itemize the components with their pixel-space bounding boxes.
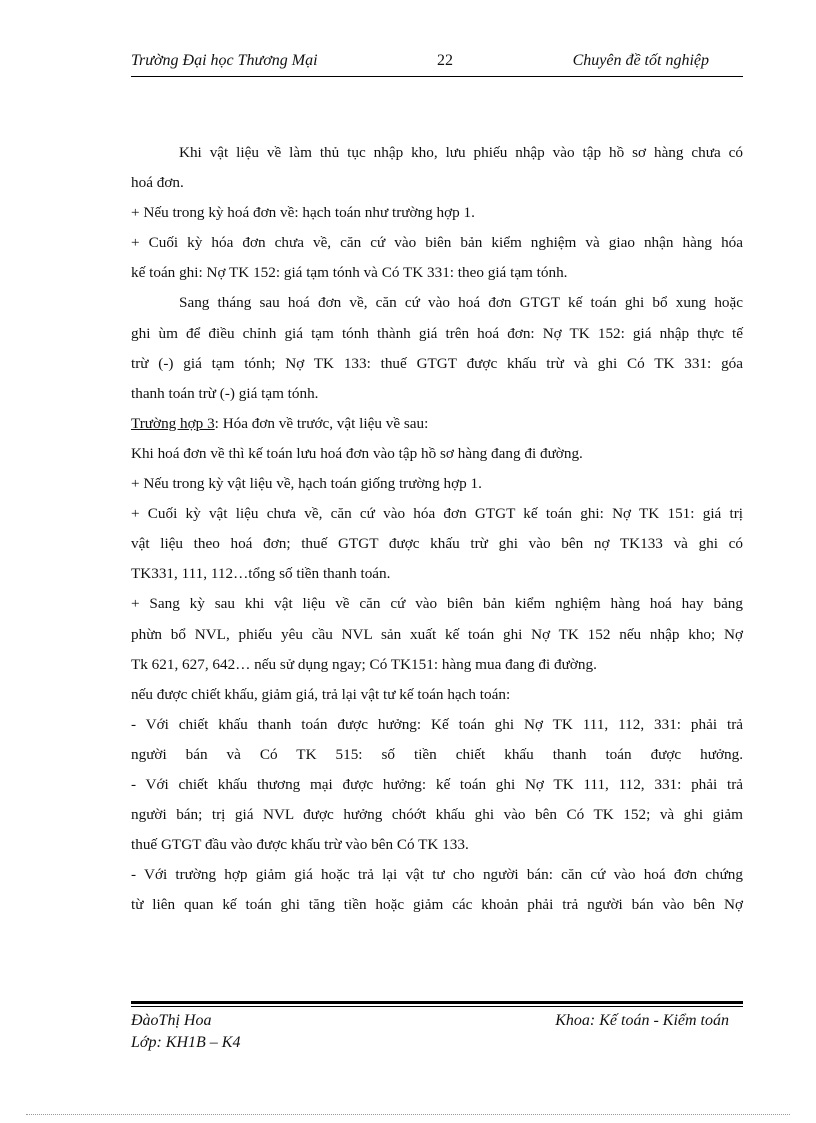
footer-rule-thin — [131, 1006, 743, 1007]
footer-author: ĐàoThị Hoa — [131, 1012, 212, 1029]
text-line: Khi hoá đơn về thì kế toán lưu hoá đơn vào tập hồ sơ hàng đang đi đường. — [131, 444, 583, 462]
text-line: + Nếu trong kỳ hoá đơn về: hạch toán như trường hợp 1. — [131, 204, 475, 222]
text-line: thanh toán trừ (-) giá tạm tónh. — [131, 384, 319, 402]
case-heading — [131, 409, 743, 439]
footer-rule-thick — [131, 1001, 743, 1004]
case-heading-text: : Hóa đơn về trước, vật liệu về sau: — [214, 414, 429, 432]
text-line: kế toán ghi: Nợ TK 152: giá tạm tónh và Có TK 331: theo giá tạm tónh. — [131, 264, 568, 282]
footer-faculty: Khoa: Kế toán - Kiểm toán — [555, 1012, 729, 1029]
page-edge — [26, 1114, 790, 1115]
text-line: phừn bổ NVL, phiếu yêu cầu NVL sản xuất kế toán ghi Nợ TK 152 nếu nhập kho; Nợ — [131, 625, 743, 643]
case-heading-label: Trường hợp 3 — [131, 414, 215, 432]
text-line: + Cuối kỳ vật liệu chưa về, căn cứ vào hóa đơn GTGT kế toán ghi: Nợ TK 151: giá trị — [131, 505, 743, 523]
text-line: Khi vật liệu về làm thủ tục nhập kho, lưu phiếu nhập vào tập hồ sơ hàng chưa có — [179, 144, 743, 161]
text-line: hoá đơn. — [131, 174, 184, 192]
text-line: + Sang kỳ sau khi vật liệu về căn cứ vào biên bản kiểm nghiệm hàng hoá hay bảng — [131, 595, 743, 613]
text-line: thuế GTGT đầu vào được khấu trừ vào bên Có TK 133. — [131, 836, 469, 854]
header-document-type: Chuyên đề tốt nghiệp — [572, 52, 709, 69]
text-line: TK331, 111, 112…tổng số tiền thanh toán. — [131, 565, 391, 583]
text-line: nếu được chiết khấu, giảm giá, trả lại vật tư kế toán hạch toán: — [131, 685, 511, 703]
header-page-number: 22 — [437, 52, 453, 69]
text-line: Tk 621, 627, 642… nếu sử dụng ngay; Có TK151: hàng mua đang đi đường. — [131, 655, 597, 673]
text-line: vật liệu theo hoá đơn; thuế GTGT được khấu trừ ghi vào bên nợ TK133 và ghi có — [131, 535, 743, 553]
footer-class: Lớp: KH1B – K4 — [131, 1034, 241, 1051]
text-line: Sang tháng sau hoá đơn về, căn cứ vào hoá đơn GTGT kế toán ghi bổ xung hoặc — [179, 294, 743, 312]
text-line: + Nếu trong kỳ vật liệu về, hạch toán giống trường hợp 1. — [131, 475, 482, 493]
text-line: người bán; trị giá NVL được hưởng chóớt khấu ghi vào bên Có TK 152; và ghi giảm — [131, 806, 743, 824]
text-line: - Với chiết khấu thanh toán được hưởng: Kế toán ghi Nợ TK 111, 112, 331: phải trả — [131, 715, 743, 733]
header-school: Trường Đại học Thương Mại — [131, 52, 318, 69]
text-line: ghi ùm để điều chỉnh giá tạm tónh thành giá trên hoá đơn: Nợ TK 152: giá nhập thực tế — [131, 324, 743, 342]
text-line: từ liên quan kế toán ghi tăng tiền hoặc giảm các khoản phải trả người bán vào bên Nợ — [131, 896, 743, 914]
text-line: + Cuối kỳ hóa đơn chưa về, căn cứ vào biên bản kiểm nghiệm và giao nhận hàng hóa — [131, 234, 743, 252]
document-body — [131, 138, 743, 920]
header-rule — [131, 76, 743, 77]
text-line: người bán và Có TK 515: số tiền chiết khấu thanh toán được hưởng. — [131, 745, 743, 763]
text-line: - Với chiết khấu thương mại được hưởng: kế toán ghi Nợ TK 111, 112, 331: phải trả — [131, 775, 743, 793]
text-line: trừ (-) giá tạm tónh; Nợ TK 133: thuế GTGT được khấu trừ và ghi Có TK 331: góa — [131, 354, 743, 372]
page-header — [131, 52, 743, 74]
text-line: - Với trường hợp giảm giá hoặc trả lại vật tư cho người bán: căn cứ vào hoá đơn chứng — [131, 866, 743, 884]
